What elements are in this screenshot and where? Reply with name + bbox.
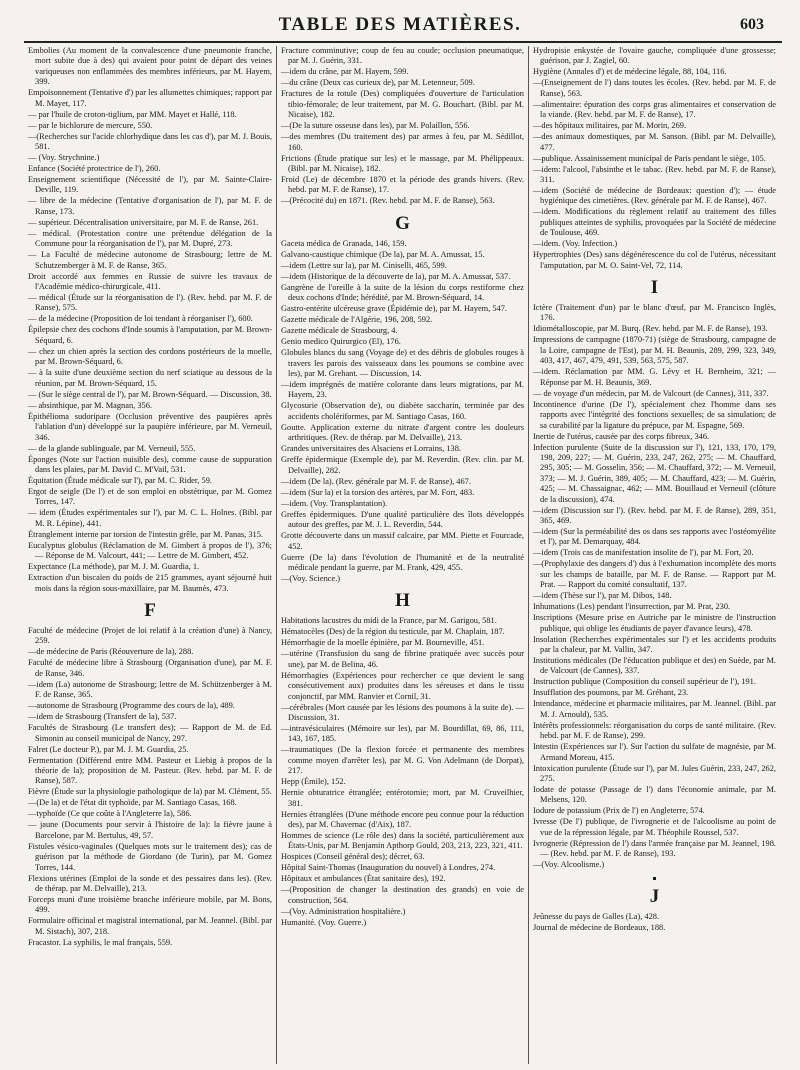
index-entry: —(Voy. Alcoolisme.): [533, 860, 605, 870]
index-entry: —(Prophylaxie des dangers d') dus à l'exhumation incomplète des morts sur les champs de bataille, par M. F. de Ranse. — Rapport par M. Prat. — Rapport du comité consultatif, 137.: [533, 559, 776, 590]
index-entry: —idem (Sur la perméabilité des os dans ses rapports avec l'ostéomyélite et l'), par M. Demarquay, 484.: [533, 526, 776, 547]
index-entry: Iodure de potassium (Prix de l') en Angleterre, 574.: [533, 806, 705, 816]
index-entry: Fistules vésico-vaginales (Quelques mots sur le traitement des); cas de guérison par la méthode de Giordano (de Turin), par M. Gomez Torres, 144.: [28, 841, 272, 872]
index-entry: — de la médecine (Proposition de loi tendant à réorganiser l'), 600.: [28, 314, 253, 324]
index-entry: Hernie obturatrice étranglée; entérotomie; mort, par M. Cruveilhier, 381.: [281, 788, 524, 808]
index-column-2: [276, 46, 528, 1064]
index-entry: Hémorrhagie de la moelle épinière, par M. Bourneville, 451.: [281, 638, 485, 648]
index-entry: Ictère (Traitement d'un) par le blanc d'œuf, par M. Francisco Inglès, 176.: [533, 303, 776, 323]
index-entry: Eucalyptus globulus (Réclamation de M. Gimbert à propos de l'), 376; — Réponse de M. Valcourt, 441; — Lettre de M. Gimbert, 452.: [28, 540, 272, 561]
index-entry: Facultés de Strasbourg (Le transfert des); — Rapport de M. de Ed. Simonin au conseil municipal de Nancy, 297.: [28, 723, 272, 743]
index-entry: Ivresse (De l') publique, de l'ivrognerie et de l'alcoolisme au point de vue de la répression légale, par M. Théophile Roussel, 537.: [533, 817, 776, 837]
index-entry: Idiométalloscopie, par M. Burq. (Rev. hebd. par M. F. de Ranse), 193.: [533, 324, 768, 334]
index-entry: Hôpital Saint-Thomas (Inauguration du nouvel) à Londres, 274.: [281, 863, 496, 873]
index-entry: —(Recherches sur l'acide chlorhydique dans les cas d'), par M. J. Bouis, 581.: [28, 131, 272, 152]
index-entry: Jeûnesse du pays de Galles (La), 428.: [533, 911, 660, 921]
index-entry: Épithélioma sudoripare (Occlusion préventive des paupières après l'ablation d'un) développé sur la paupière inférieure, par M. Verneuil, 346.: [28, 411, 272, 442]
index-entry: Intestin (Expériences sur l'). Sur l'action du sulfate de magnésie, par M. Armand Moreau, 415.: [533, 742, 776, 762]
index-entry: Hygiène (Annales d') et de médecine légale, 88, 104, 116.: [533, 67, 727, 77]
index-entry: Greffe épidermique (Exemple de), par M. Reverdin. (Rev. clin. par M. Delvaille), 282.: [281, 455, 524, 475]
index-entry: —des membres (Du traitement des) par armes à feu, par M. Sédillot, 160.: [281, 132, 524, 152]
index-entry: Gangrène de l'oreille à la suite de la lésion du corps restiforme chez deux cochons d'Inde; hérédité, par M. Brown-Séquard, 14.: [281, 282, 524, 303]
index-entry: Intoxication purulente (Étude sur l'), par M. Jules Guérin, 233, 247, 262, 275.: [533, 763, 776, 783]
index-entry: Forceps muni d'une troisième branche inférieure mobile, par M. Bons, 499.: [28, 895, 272, 915]
page-title: TABLE DES MATIÈRES.: [278, 14, 522, 35]
index-entry: Fracture comminutive; coup de feu au coude; occlusion pneumatique, par M. J. Guérin, 331.: [281, 46, 524, 66]
index-entry: Éponges (Note sur l'action nuisible des), comme cause de suppuration dans les plaies, par M. David C. M'Vail, 531.: [28, 454, 272, 474]
index-entry: —idem (Société de médecine de Bordeaux: question d'); — étude hygiénique des cimetières. (Rev. générale par M. F. de Ranse), 467.: [533, 186, 776, 206]
index-entry: —idem (La) autonome de Strasbourg; lettre de M. Schützenberger à M. F. de Ranse, 365.: [28, 679, 272, 700]
index-entry: Greffes épidermiques. D'une qualité particulière des îlots développés autour des greffes, par M. J. L. Reverdin, 544.: [281, 509, 524, 530]
index-entry: —traumatiques (De la flexion forcée et permanente des membres comme moyen d'arrêter les), par M. G. Von Adelmann (de Dorpat), 217.: [281, 745, 524, 776]
index-entry: Glycosurie (Observation de), ou diabète saccharin, terminée par des accidents cholériformes, par M. Santiago Casas, 160.: [281, 401, 524, 421]
index-entry: Grandes universitaires des Alsaciens et Lorrains, 138.: [281, 444, 462, 454]
index-entry: Hydropisie enkystée de l'ovaire gauche, compliquée d'une grossesse; guérison, par J. Zagiel, 60.: [533, 46, 776, 66]
index-entry: —idem de Strasbourg (Transfert de la), 537.: [28, 712, 177, 722]
index-entry: Falret (Le docteur P.), par M. J. M. Guardia, 25.: [28, 744, 189, 754]
index-entry: Hypertrophies (Des) sans dégénérescence du col de l'utérus, nécessitant l'amputation, par M. O. Saint-Vel, 72, 114.: [533, 250, 776, 270]
index-entry: —(Précocité du) en 1871. (Rev. hebd. par M. F. de Ranse), 563.: [281, 196, 495, 206]
index-entry: Hémorrhagies (Expériences pour rechercher ce que devient le sang consécutivement aux) produites dans les séreuses et dans le tissu conjonctif, par MM. Ranvier et Cornil, 31.: [281, 670, 524, 701]
index-entry: Genio medico Quirurgico (El), 176.: [281, 337, 401, 347]
section-letter: J: [649, 885, 660, 907]
index-entry: Faculté de médecine (Projet de loi relatif à la création d'une) à Nancy, 259.: [28, 625, 272, 646]
index-entry: —idem (Trois cas de manifestation insolite de l'), par M. Fort, 20.: [533, 548, 754, 558]
index-entry: — médical (Étude sur la réorganisation de l'). (Rev. hebd. par M. F. de Ranse), 575.: [28, 293, 272, 313]
index-entry: Équitation (Étude médicale sur l'), par M. C. Rider, 59.: [28, 475, 212, 485]
index-column-3: [528, 46, 780, 1064]
section-letter: F: [144, 599, 156, 621]
index-entry: —(De la suture osseuse dans les), par M. Polaillon, 556.: [281, 121, 470, 131]
page-header: [0, 14, 800, 40]
index-entry: —des animaux domestiques, par M. Sanson. (Bibl. par M. Delvaille), 477.: [533, 132, 776, 152]
index-entry: Inscriptions (Mesure prise en Autriche par le ministre de l'instruction publique, qui oblige les étudiants de payer d'avance leurs), 478.: [533, 613, 776, 633]
index-entry: Iodate de potasse (Passage de l') dans l'économie animale, par M. Melsens, 120.: [533, 785, 776, 805]
index-entry: — par le bichlorure de mercure, 550.: [28, 120, 153, 130]
header-rule: [24, 41, 782, 43]
index-entry: — jaune (Documents pour servir à l'histoire de la): la fièvre jaune à Barcelone, par M. Bertulus, 49, 57.: [28, 820, 272, 840]
index-entry: —publique. Assainissement municipal de Paris pendant le siège, 105.: [533, 153, 766, 163]
index-entry: —idem (De la). (Rev. générale par M. F. de Ranse), 467.: [281, 476, 471, 486]
index-entry: Hommes de science (Le rôle des) dans la société, particulièrement aux États-Unis, par M. Benjamin Apthorp Gould, 203, 213, 223, 321, 411.: [281, 830, 524, 851]
index-entry: Gastro-entérite ulcéreuse grave (Épidémie de), par M. Hayem, 547.: [281, 304, 508, 314]
index-entry: Hospices (Conseil général des); décret, 63.: [281, 852, 425, 862]
index-entry: Grotte découverte dans un massif calcaire, par MM. Piette et Fourcade, 452.: [281, 531, 524, 551]
index-entry: Institutions médicales (De l'éducation publique et des) en Suède, par M. de Valcourt (de Cannes), 337.: [533, 655, 776, 676]
index-entry: — médical. (Protestation contre une prétendue délégation de la Commune pour la réorganisation de l'), par M. Dupré, 273.: [28, 228, 272, 249]
index-entry: — idem (Études expérimentales sur l'), par M. C. L. Holnes. (Bibl. par M. R. Lépine), 441.: [28, 508, 272, 528]
index-entry: Intendance, médecine et pharmacie militaires, par M. Jeannel. (Bibl. par M. J. Arnould), 535.: [533, 699, 776, 719]
index-entry: Habitations lacustres du midi de la France, par M. Garigou, 581.: [281, 616, 497, 626]
index-entry: Expectance (La méthode), par M. J. M. Guardia, 1.: [28, 562, 200, 572]
index-entry: Fermentation (Différend entre MM. Pasteur et Liebig à propos de la théorie de la); proposition de M. Pasteur. (Rev. hebd. par M. F. de Ranse), 587.: [28, 755, 272, 786]
index-entry: —utérine (Transfusion du sang de fibrine pratiquée avec succès pour une), par M. de Belina, 46.: [281, 649, 524, 669]
index-entry: Journal de médecine de Bordeaux, 188.: [533, 922, 666, 932]
section-letter: G: [395, 212, 410, 234]
index-entry: Empoisonnement (Tentative d') par les allumettes chimiques; rapport par M. Mayet, 117.: [28, 88, 272, 108]
index-entry: Inhumations (Les) pendant l'insurrection, par M. Prat, 230.: [533, 602, 731, 612]
index-entry: — à la suite d'une deuxième section du nerf sciatique au dessous de la réunion, par M. Brown-Séquard, 15.: [28, 368, 272, 388]
index-entry: —(De la) et de l'état dit typhoïde, par M. Santiago Casas, 168.: [28, 798, 237, 808]
index-entry: —intravésiculaires (Mémoire sur les), par M. Bourdillat, 69, 86, 111, 143, 167, 185.: [281, 723, 524, 744]
index-entry: — par l'huile de croton-tiglium, par MM. Mayet et Hallé, 118.: [28, 109, 237, 119]
index-entry: Embolies (Au moment de la convalescence d'une pneumonie franche, mort subite due à des) qui avaient pour point de départ des veines variqueuses non enflammées des membres inférieurs, par M. Hayem, 399.: [28, 46, 272, 87]
index-entry: — (Sur le siège central de l'), par M. Brown-Séquard. — Discussion, 38.: [28, 389, 272, 399]
index-entry: Inertie de l'utérus, causée par des corps fibreux, 346.: [533, 431, 710, 441]
index-entry: Flexions utérines (Emploi de la sonde et des pessaires dans les). (Rev. de thérap. par M. Delvaille), 213.: [28, 873, 272, 893]
separator-dot: [653, 877, 656, 880]
index-entry: Étranglement interne par torsion de l'intestin grêle, par M. Panas, 315.: [28, 529, 264, 539]
index-entry: — libre de la médecine (Tentative d'organisation de l'), par M. F. de Ranse, 173.: [28, 196, 272, 216]
index-entry: —autonome de Strasbourg (Programme des cours de la), 489.: [28, 701, 235, 711]
index-columns: [24, 46, 782, 1064]
index-entry: Fièvre (Étude sur la physiologie pathologique de la) par M. Clément, 55.: [28, 787, 272, 797]
index-entry: — chez un chien après la section des cordons postérieurs de la moelle, par M. Brown-Séquard, 6.: [28, 346, 272, 367]
index-entry: Fractures de la rotule (Des) compliquées d'ouverture de l'articulation tibio-fémorale; de leur traitement, par M. G. Bouchart. (Bibl. par M. Nicaise), 182.: [281, 89, 524, 120]
index-entry: Incontinence d'urine (De l'), spécialement chez l'homme dans ses rapports avec l'intégrité des fonctions sexuelles; de sa simulation; de sa curabilité par la ligature du prépuce, par M. Espagne, 569.: [533, 399, 776, 430]
index-entry: — de la glande sublinguale, par M. Verneuil, 555.: [28, 443, 196, 453]
index-entry: Hepp (Émile), 152.: [281, 777, 346, 787]
index-entry: Enfance (Société protectrice de l'), 260.: [28, 164, 161, 174]
index-entry: Fracastor. La syphilis, le mal français, 559.: [28, 937, 173, 947]
index-entry: —alimentaire: épuration des corps gras alimentaires et conservation de la viande. (Rev. hebd. par M. F. de Ranse), 17.: [533, 99, 776, 120]
index-entry: — (Voy. Strychnine.): [28, 153, 100, 163]
index-entry: —idem. Réclamation par MM. G. Lévy et H. Bernheim, 321; — Réponse par M. H. Beaunis, 369.: [533, 367, 776, 387]
index-entry: Gaceta médica de Granada, 146, 159.: [281, 238, 407, 248]
index-entry: Épilepsie chez des cochons d'Inde soumis à l'amputation, par M. Brown-Séquard, 6.: [28, 325, 272, 345]
index-entry: —du crâne (Deux cas curieux de), par M. Letenneur, 509.: [281, 78, 475, 88]
index-entry: —des hôpitaux militaires, par M. Morin, 269.: [533, 121, 687, 131]
section-letter: I: [650, 277, 659, 299]
index-entry: Droit accordé aux femmes en Russie de suivre les travaux de l'Académie médico-chirurgicale, 411.: [28, 271, 272, 292]
index-entry: Instruction publique (Composition du conseil supérieur de l'), 191.: [533, 677, 756, 687]
index-entry: —idem. (Voy. Transplantation).: [281, 498, 388, 508]
index-entry: —de médecine de Paris (Réouverture de la), 288.: [28, 647, 194, 657]
index-entry: Insufflation des poumons, par M. Gréhant, 23.: [533, 688, 689, 698]
index-entry: —idem: l'alcool, l'absinthe et le tabac. (Rev. hebd. par M. F. de Ranse), 311.: [533, 164, 776, 185]
index-entry: —typhoïde (Ce que coûte à l'Angleterre la), 586.: [28, 809, 192, 819]
index-entry: —idem. (Voy. Infection.): [533, 239, 618, 249]
index-entry: —(Voy. Administration hospitalière.): [281, 906, 406, 916]
index-entry: Galvano-caustique chimique (De la), par M. A. Amussat, 15.: [281, 249, 485, 259]
index-entry: Hernies étranglées (D'une méthode encore peu connue pour la réduction des), par M. Chavernac (d'Aix), 187.: [281, 809, 524, 829]
index-entry: Faculté de médecine libre à Strasbourg (Organisation d'une), par M. F. de Ranse, 346.: [28, 658, 272, 678]
page-number: 603: [740, 16, 764, 33]
index-entry: Ergot de seigle (De l') et de son emploi en obstétrique, par M. Gomez Torres, 147.: [28, 486, 272, 507]
index-entry: Gazette médicale de Strasbourg, 4.: [281, 326, 398, 336]
index-entry: Froid (Le) de décembre 1870 et la période des grands hivers. (Rev. hebd. par M. F. de Ranse), 17.: [281, 175, 524, 195]
index-entry: Humanité. (Voy. Guerre.): [281, 917, 367, 927]
index-entry: —idem (Historique de la découverte de la), par M. A. Amussat, 537.: [281, 271, 511, 281]
index-entry: Globules blancs du sang (Voyage de) et des débris de globules rouges à travers les parois des vaisseaux dans les poumons se combine avec les), par M. Grehant. — Discussion, 14.: [281, 348, 524, 379]
index-entry: — absinthique, par M. Magnan, 356.: [28, 400, 152, 410]
index-entry: —idem du crâne, par M. Hayem, 599.: [281, 67, 409, 77]
index-entry: —idem (Sur la) et la torsion des artères, par M. Fort, 483.: [281, 487, 475, 497]
index-entry: Guerre (De la) dans l'évolution de l'humanité et de la neutralité médicale pendant la guerre, par M. Frank, 429, 455.: [281, 552, 524, 572]
index-entry: — de voyage d'un médecin, par M. de Valcourt (de Cannes), 311, 337.: [533, 388, 769, 398]
index-entry: Ivrognerie (Répression de l') dans l'armée française par M. Jeannel, 198. — (Rev. hebd. par M. F. de Ranse), 193.: [533, 838, 776, 859]
index-entry: Formulaire officinal et magistral international, par M. Jeannel. (Bibl. par M. Sistach), 307, 218.: [28, 916, 272, 936]
index-entry: —idem (Thèse sur l'), par M. Dibos, 148.: [533, 591, 672, 601]
index-entry: — supérieur. Décentralisation universitaire, par M. F. de Ranse, 261.: [28, 217, 259, 227]
index-entry: Gazette médicale de l'Algérie, 196, 208, 592.: [281, 315, 433, 325]
index-entry: —cérébrales (Mort causée par les lésions des poumons à la suite de). — Discussion, 31.: [281, 702, 524, 722]
index-entry: Goutte. Application externe du nitrate d'argent contre les douleurs arthritiques. (Rev. de thérap. par M. Delvaille), 213.: [281, 422, 524, 443]
index-entry: —(Proposition de changer la destination des grands) en voie de construction, 564.: [281, 885, 524, 905]
index-entry: Intérêts professionnels: réorganisation du corps de santé militaire. (Rev. hebd. par M. F. de Ranse), 299.: [533, 720, 776, 741]
index-entry: Enseignement scientifique (Nécessité de l'), par M. Sainte-Claire-Deville, 119.: [28, 175, 272, 195]
index-entry: Hématocèles (Des) de la région du testicule, par M. Chaplain, 187.: [281, 627, 505, 637]
index-entry: Insolation (Recherches expérimentales sur l') et les accidents produits par la chaleur, par M. Vallin, 347.: [533, 634, 776, 654]
index-entry: Impressions de campagne (1870-71) (siège de Strasbourg, campagne de la Loire, campagne de l'Est), par M. H. Beaunis, 289, 299, 323, 349, 403, 417, 467, 479, 491, 539, 563, 575, 587.: [533, 335, 776, 366]
index-entry: Infection purulente (Suite de la discussion sur l'), 121, 133, 170, 179, 198, 209, 227; — M. Guérin, 233, 247, 262, 275; — M. Chauffard, 295, 305; — M. Gosselin, 356; — M. Chauffard, 372; — M. Verneuil, 373; — M. J. Guérin, 389, 405; — M. Chauffard, 423; — M. Guérin, 425; — M. Chassaignac, 462; — MM. Bouillaud et Verneuil (clôture de la discussion), 474.: [533, 442, 776, 504]
section-letter: H: [395, 590, 410, 612]
index-entry: Extraction d'un biscaïen du poids de 215 grammes, ayant séjourné huit mois dans la région sous-maxillaire, par M. Baumès, 473.: [28, 573, 272, 593]
index-entry: Frictions (Étude pratique sur les) et le massage, par M. Phélippeaux. (Bibl. par M. Nicaise), 182.: [281, 153, 524, 174]
index-entry: —(Enseignement de l') dans toutes les écoles. (Rev. hebd. par M. F. de Ranse), 563.: [533, 78, 776, 98]
index-entry: Hôpitaux et ambulances (État sanitaire des), 192.: [281, 874, 446, 884]
index-entry: — La Faculté de médecine autonome de Strasbourg; lettre de M. Schutzemberger à M. F. de Ranse, 365.: [28, 250, 272, 270]
index-entry: —(Voy. Science.): [281, 573, 341, 583]
index-entry: —idem (Lettre sur la), par M. Ciniselli, 465, 599.: [281, 260, 447, 270]
index-entry: —idem. Modifications du règlement relatif au traitement des filles publiques atteintes de syphilis, provoquées par la Société de médecine de Toulouse, 469.: [533, 207, 776, 238]
index-column-1: [24, 46, 276, 1064]
index-entry: —idem (Discussion sur l'). (Rev. hebd. par M. F. de Ranse), 289, 351, 365, 469.: [533, 505, 776, 525]
index-entry: —idem imprégnés de matière colorante dans leurs migrations, par M. Hayem, 23.: [281, 380, 524, 400]
